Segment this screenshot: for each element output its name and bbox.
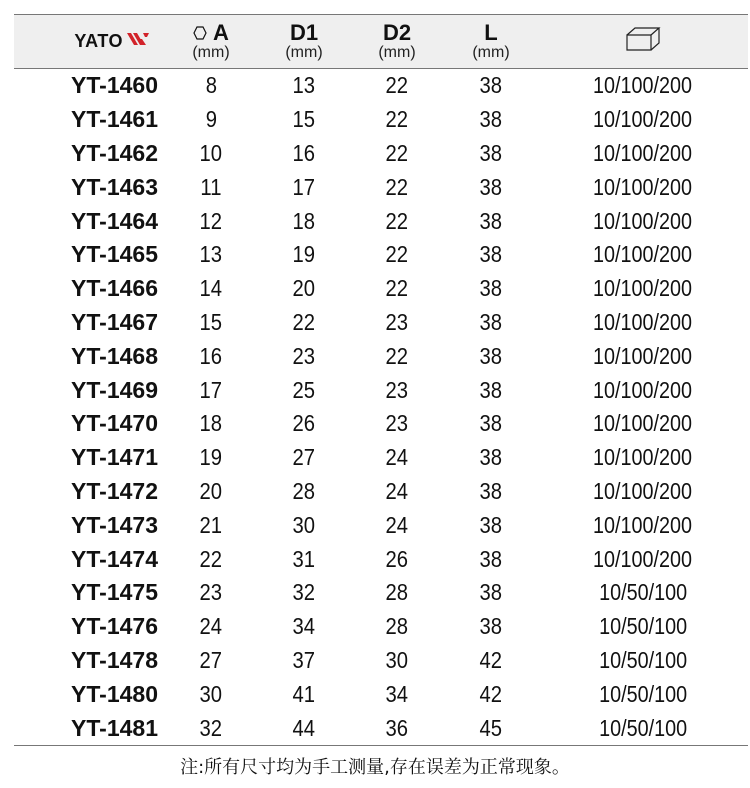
l-cell-value: 38 (479, 275, 503, 302)
pack-cell-value: 10/100/200 (593, 275, 693, 302)
a-cell (164, 275, 258, 302)
model-cell: YT-1461 (71, 106, 158, 133)
table-row (14, 69, 748, 103)
d1-cell-value: 19 (292, 241, 316, 268)
d1-cell (258, 647, 350, 674)
pack-cell (538, 106, 748, 133)
d2-cell-value: 28 (385, 579, 409, 606)
table-bottom-rule (14, 745, 748, 746)
a-cell-value: 17 (199, 376, 223, 403)
model-cell: YT-1471 (71, 444, 158, 471)
spec-table (14, 14, 748, 746)
d2-cell-value: 28 (385, 613, 409, 640)
l-cell-value: 38 (479, 579, 503, 606)
pack-cell (538, 72, 748, 99)
a-cell (164, 106, 258, 133)
d1-cell-value: 18 (292, 207, 316, 234)
l-cell (444, 613, 538, 640)
l-cell-value: 38 (479, 106, 503, 133)
table-row (14, 204, 748, 238)
pack-cell-value: 10/100/200 (593, 308, 693, 335)
a-cell-value: 8 (205, 72, 217, 99)
d2-cell-value: 22 (385, 139, 409, 166)
l-cell (444, 72, 538, 99)
d2-cell (350, 410, 444, 437)
l-cell-value: 38 (479, 410, 503, 437)
pack-cell-value: 10/100/200 (593, 139, 693, 166)
a-cell-value: 14 (199, 275, 223, 302)
d1-cell-value: 44 (292, 714, 316, 741)
table-row (14, 339, 748, 373)
d1-cell (258, 241, 350, 268)
l-cell-value: 38 (479, 444, 503, 471)
d1-cell (258, 140, 350, 167)
model-cell: YT-1481 (71, 714, 158, 741)
l-cell-value: 38 (479, 308, 503, 335)
a-cell (164, 140, 258, 167)
a-cell-value: 13 (199, 241, 223, 268)
a-cell (164, 410, 258, 437)
a-cell-value: 15 (199, 308, 223, 335)
a-cell (164, 715, 258, 742)
d1-cell (258, 309, 350, 336)
logo-mark-icon (126, 31, 150, 52)
a-cell-value: 11 (200, 173, 222, 200)
model-cell: YT-1473 (71, 511, 158, 538)
box-icon (625, 26, 661, 57)
d2-cell-value: 22 (385, 173, 409, 200)
d2-cell-value: 23 (385, 308, 409, 335)
model-cell: YT-1467 (71, 308, 158, 335)
d2-cell-value: 23 (385, 376, 409, 403)
footnote: 注:所有尺寸均为手工测量,存在误差为正常现象。 (180, 757, 570, 778)
d1-cell (258, 613, 350, 640)
pack-cell-value: 10/100/200 (593, 444, 693, 471)
pack-cell (538, 208, 748, 235)
l-cell (444, 410, 538, 437)
d1-cell-value: 23 (292, 342, 316, 369)
pack-cell-value: 10/100/200 (593, 376, 693, 403)
a-cell (164, 478, 258, 505)
d2-cell (350, 377, 444, 404)
d1-cell-value: 20 (292, 275, 316, 302)
d2-cell-value: 22 (385, 275, 409, 302)
d1-cell-value: 41 (292, 680, 316, 707)
a-cell (164, 444, 258, 471)
l-cell (444, 512, 538, 539)
header-l (444, 15, 538, 68)
l-cell-value: 38 (479, 207, 503, 234)
d1-cell-value: 17 (292, 173, 316, 200)
l-cell (444, 140, 538, 167)
d2-cell-value: 22 (385, 207, 409, 234)
d2-cell-value: 22 (385, 72, 409, 99)
pack-cell-value: 10/50/100 (598, 579, 687, 606)
a-cell-value: 18 (199, 410, 223, 437)
model-cell: YT-1478 (71, 646, 158, 673)
d2-cell-value: 30 (385, 646, 409, 673)
d2-cell (350, 106, 444, 133)
pack-cell-value: 10/100/200 (593, 207, 693, 234)
a-cell-value: 32 (199, 714, 223, 741)
d1-cell-value: 34 (292, 613, 316, 640)
d2-cell-value: 22 (385, 342, 409, 369)
table-row (14, 306, 748, 340)
d1-cell (258, 546, 350, 573)
header-a (164, 15, 258, 68)
table-row (14, 407, 748, 441)
d1-cell (258, 174, 350, 201)
table-body (14, 69, 748, 745)
d1-cell (258, 579, 350, 606)
a-cell-value: 24 (199, 613, 223, 640)
d1-cell-value: 31 (292, 545, 316, 572)
d1-cell-value: 28 (292, 477, 316, 504)
a-cell-value: 21 (199, 511, 223, 538)
d2-cell (350, 579, 444, 606)
l-cell (444, 478, 538, 505)
d1-cell (258, 681, 350, 708)
table-row (14, 272, 748, 306)
a-cell (164, 309, 258, 336)
pack-cell-value: 10/100/200 (593, 241, 693, 268)
d2-cell-value: 36 (385, 714, 409, 741)
d2-cell (350, 647, 444, 674)
d1-cell (258, 72, 350, 99)
d2-cell (350, 309, 444, 336)
header-a-label: A (213, 19, 229, 45)
table-row (14, 103, 748, 137)
d2-cell (350, 444, 444, 471)
d2-cell-value: 26 (385, 545, 409, 572)
d2-cell-value: 22 (385, 241, 409, 268)
l-cell (444, 208, 538, 235)
a-cell (164, 174, 258, 201)
d2-cell (350, 613, 444, 640)
header-d2-unit: (mm) (378, 43, 416, 61)
table-row (14, 711, 748, 745)
d1-cell (258, 208, 350, 235)
pack-cell-value: 10/100/200 (593, 410, 693, 437)
d2-cell-value: 24 (385, 511, 409, 538)
a-cell (164, 72, 258, 99)
pack-cell (538, 715, 748, 742)
pack-cell (538, 309, 748, 336)
d2-cell-value: 23 (385, 410, 409, 437)
l-cell-value: 38 (479, 241, 503, 268)
pack-cell (538, 478, 748, 505)
model-cell: YT-1472 (71, 477, 158, 504)
table-row (14, 542, 748, 576)
l-cell (444, 309, 538, 336)
a-cell-value: 20 (199, 477, 223, 504)
table-row (14, 610, 748, 644)
pack-cell-value: 10/100/200 (593, 545, 693, 572)
l-cell (444, 444, 538, 471)
l-cell-value: 38 (479, 545, 503, 572)
l-cell (444, 343, 538, 370)
pack-cell-value: 10/100/200 (593, 477, 693, 504)
pack-cell-value: 10/50/100 (598, 714, 687, 741)
header-d1 (258, 15, 350, 68)
a-cell (164, 208, 258, 235)
pack-cell (538, 444, 748, 471)
l-cell-value: 42 (479, 680, 503, 707)
a-cell (164, 377, 258, 404)
header-d1-unit: (mm) (285, 43, 323, 61)
pack-cell-value: 10/100/200 (593, 72, 693, 99)
d2-cell (350, 140, 444, 167)
table-row (14, 677, 748, 711)
model-cell: YT-1466 (71, 275, 158, 302)
model-cell: YT-1463 (71, 173, 158, 200)
table-row (14, 475, 748, 509)
pack-cell (538, 410, 748, 437)
a-cell-value: 12 (199, 207, 223, 234)
table-row (14, 238, 748, 272)
header-d1-label: D1 (289, 19, 319, 45)
d2-cell-value: 24 (385, 477, 409, 504)
l-cell (444, 715, 538, 742)
d1-cell (258, 377, 350, 404)
d2-cell (350, 546, 444, 573)
l-cell (444, 275, 538, 302)
l-cell (444, 579, 538, 606)
l-cell (444, 174, 538, 201)
a-cell-value: 30 (199, 680, 223, 707)
l-cell-value: 38 (479, 139, 503, 166)
d1-cell-value: 15 (292, 106, 316, 133)
a-cell-value: 23 (199, 579, 223, 606)
d1-cell (258, 512, 350, 539)
pack-cell (538, 275, 748, 302)
model-cell: YT-1468 (71, 342, 158, 369)
d1-cell-value: 22 (292, 308, 316, 335)
table-row (14, 170, 748, 204)
table-row (14, 137, 748, 171)
d1-cell-value: 37 (292, 646, 316, 673)
d1-cell (258, 444, 350, 471)
a-cell (164, 241, 258, 268)
header-l-unit: (mm) (472, 43, 510, 61)
a-cell (164, 343, 258, 370)
l-cell (444, 106, 538, 133)
table-row (14, 441, 748, 475)
d2-cell (350, 343, 444, 370)
a-cell-value: 27 (199, 646, 223, 673)
d1-cell (258, 478, 350, 505)
d1-cell (258, 343, 350, 370)
model-cell: YT-1470 (71, 410, 158, 437)
d2-cell-value: 24 (385, 444, 409, 471)
pack-cell (538, 241, 748, 268)
d2-cell (350, 275, 444, 302)
pack-cell (538, 512, 748, 539)
pack-cell-value: 10/100/200 (593, 511, 693, 538)
header-l-label: L (484, 19, 498, 45)
d2-cell-value: 34 (385, 680, 409, 707)
pack-cell (538, 579, 748, 606)
a-cell-value: 22 (199, 545, 223, 572)
d1-cell (258, 106, 350, 133)
pack-cell (538, 343, 748, 370)
l-cell (444, 241, 538, 268)
model-cell: YT-1460 (71, 72, 158, 99)
pack-cell (538, 546, 748, 573)
header-pack (538, 15, 748, 68)
l-cell (444, 647, 538, 674)
hexagon-icon (193, 22, 207, 44)
table-row (14, 508, 748, 542)
model-cell: YT-1475 (71, 579, 158, 606)
pack-cell (538, 140, 748, 167)
pack-cell (538, 613, 748, 640)
d1-cell-value: 26 (292, 410, 316, 437)
a-cell-value: 10 (199, 139, 223, 166)
d2-cell (350, 715, 444, 742)
l-cell (444, 546, 538, 573)
d1-cell-value: 13 (292, 72, 316, 99)
a-cell-value: 19 (199, 444, 223, 471)
d2-cell (350, 681, 444, 708)
a-cell-value: 16 (199, 342, 223, 369)
pack-cell (538, 377, 748, 404)
a-cell-value: 9 (205, 106, 217, 133)
pack-cell-value: 10/100/200 (593, 173, 693, 200)
header-d2-label: D2 (382, 19, 412, 45)
d2-cell (350, 208, 444, 235)
l-cell-value: 38 (479, 342, 503, 369)
a-cell (164, 647, 258, 674)
d1-cell (258, 715, 350, 742)
d2-cell-value: 22 (385, 106, 409, 133)
d2-cell (350, 241, 444, 268)
table-row (14, 644, 748, 678)
model-cell: YT-1465 (71, 241, 158, 268)
model-cell: YT-1469 (71, 376, 158, 403)
l-cell-value: 38 (479, 173, 503, 200)
model-cell: YT-1476 (71, 613, 158, 640)
a-cell (164, 613, 258, 640)
d1-cell-value: 27 (292, 444, 316, 471)
header-d2 (350, 15, 444, 68)
table-row (14, 373, 748, 407)
pack-cell-value: 10/50/100 (598, 646, 687, 673)
pack-cell (538, 174, 748, 201)
a-cell (164, 579, 258, 606)
l-cell-value: 38 (479, 511, 503, 538)
d1-cell-value: 32 (292, 579, 316, 606)
l-cell-value: 42 (479, 646, 503, 673)
header-brand-cell (14, 15, 164, 68)
l-cell (444, 681, 538, 708)
l-cell (444, 377, 538, 404)
l-cell-value: 45 (479, 714, 503, 741)
d1-cell (258, 410, 350, 437)
table-header (14, 14, 748, 69)
model-cell: YT-1474 (71, 545, 158, 572)
d2-cell (350, 174, 444, 201)
pack-cell-value: 10/100/200 (593, 106, 693, 133)
l-cell-value: 38 (479, 613, 503, 640)
d2-cell (350, 512, 444, 539)
yato-logo (14, 15, 164, 68)
l-cell-value: 38 (479, 376, 503, 403)
d2-cell (350, 478, 444, 505)
pack-cell-value: 10/50/100 (598, 613, 687, 640)
model-cell: YT-1464 (71, 207, 158, 234)
model-cell: YT-1462 (71, 139, 158, 166)
d1-cell-value: 16 (292, 139, 316, 166)
a-cell (164, 512, 258, 539)
l-cell-value: 38 (479, 477, 503, 504)
logo-text: YATO (74, 31, 123, 51)
pack-cell-value: 10/100/200 (593, 342, 693, 369)
d1-cell (258, 275, 350, 302)
pack-cell (538, 647, 748, 674)
d2-cell (350, 72, 444, 99)
a-cell (164, 681, 258, 708)
d1-cell-value: 25 (292, 376, 316, 403)
pack-cell-value: 10/50/100 (598, 680, 687, 707)
pack-cell (538, 681, 748, 708)
table-row (14, 576, 748, 610)
l-cell-value: 38 (479, 72, 503, 99)
d1-cell-value: 30 (292, 511, 316, 538)
a-cell (164, 546, 258, 573)
header-a-unit: (mm) (192, 43, 230, 61)
model-cell: YT-1480 (71, 680, 158, 707)
